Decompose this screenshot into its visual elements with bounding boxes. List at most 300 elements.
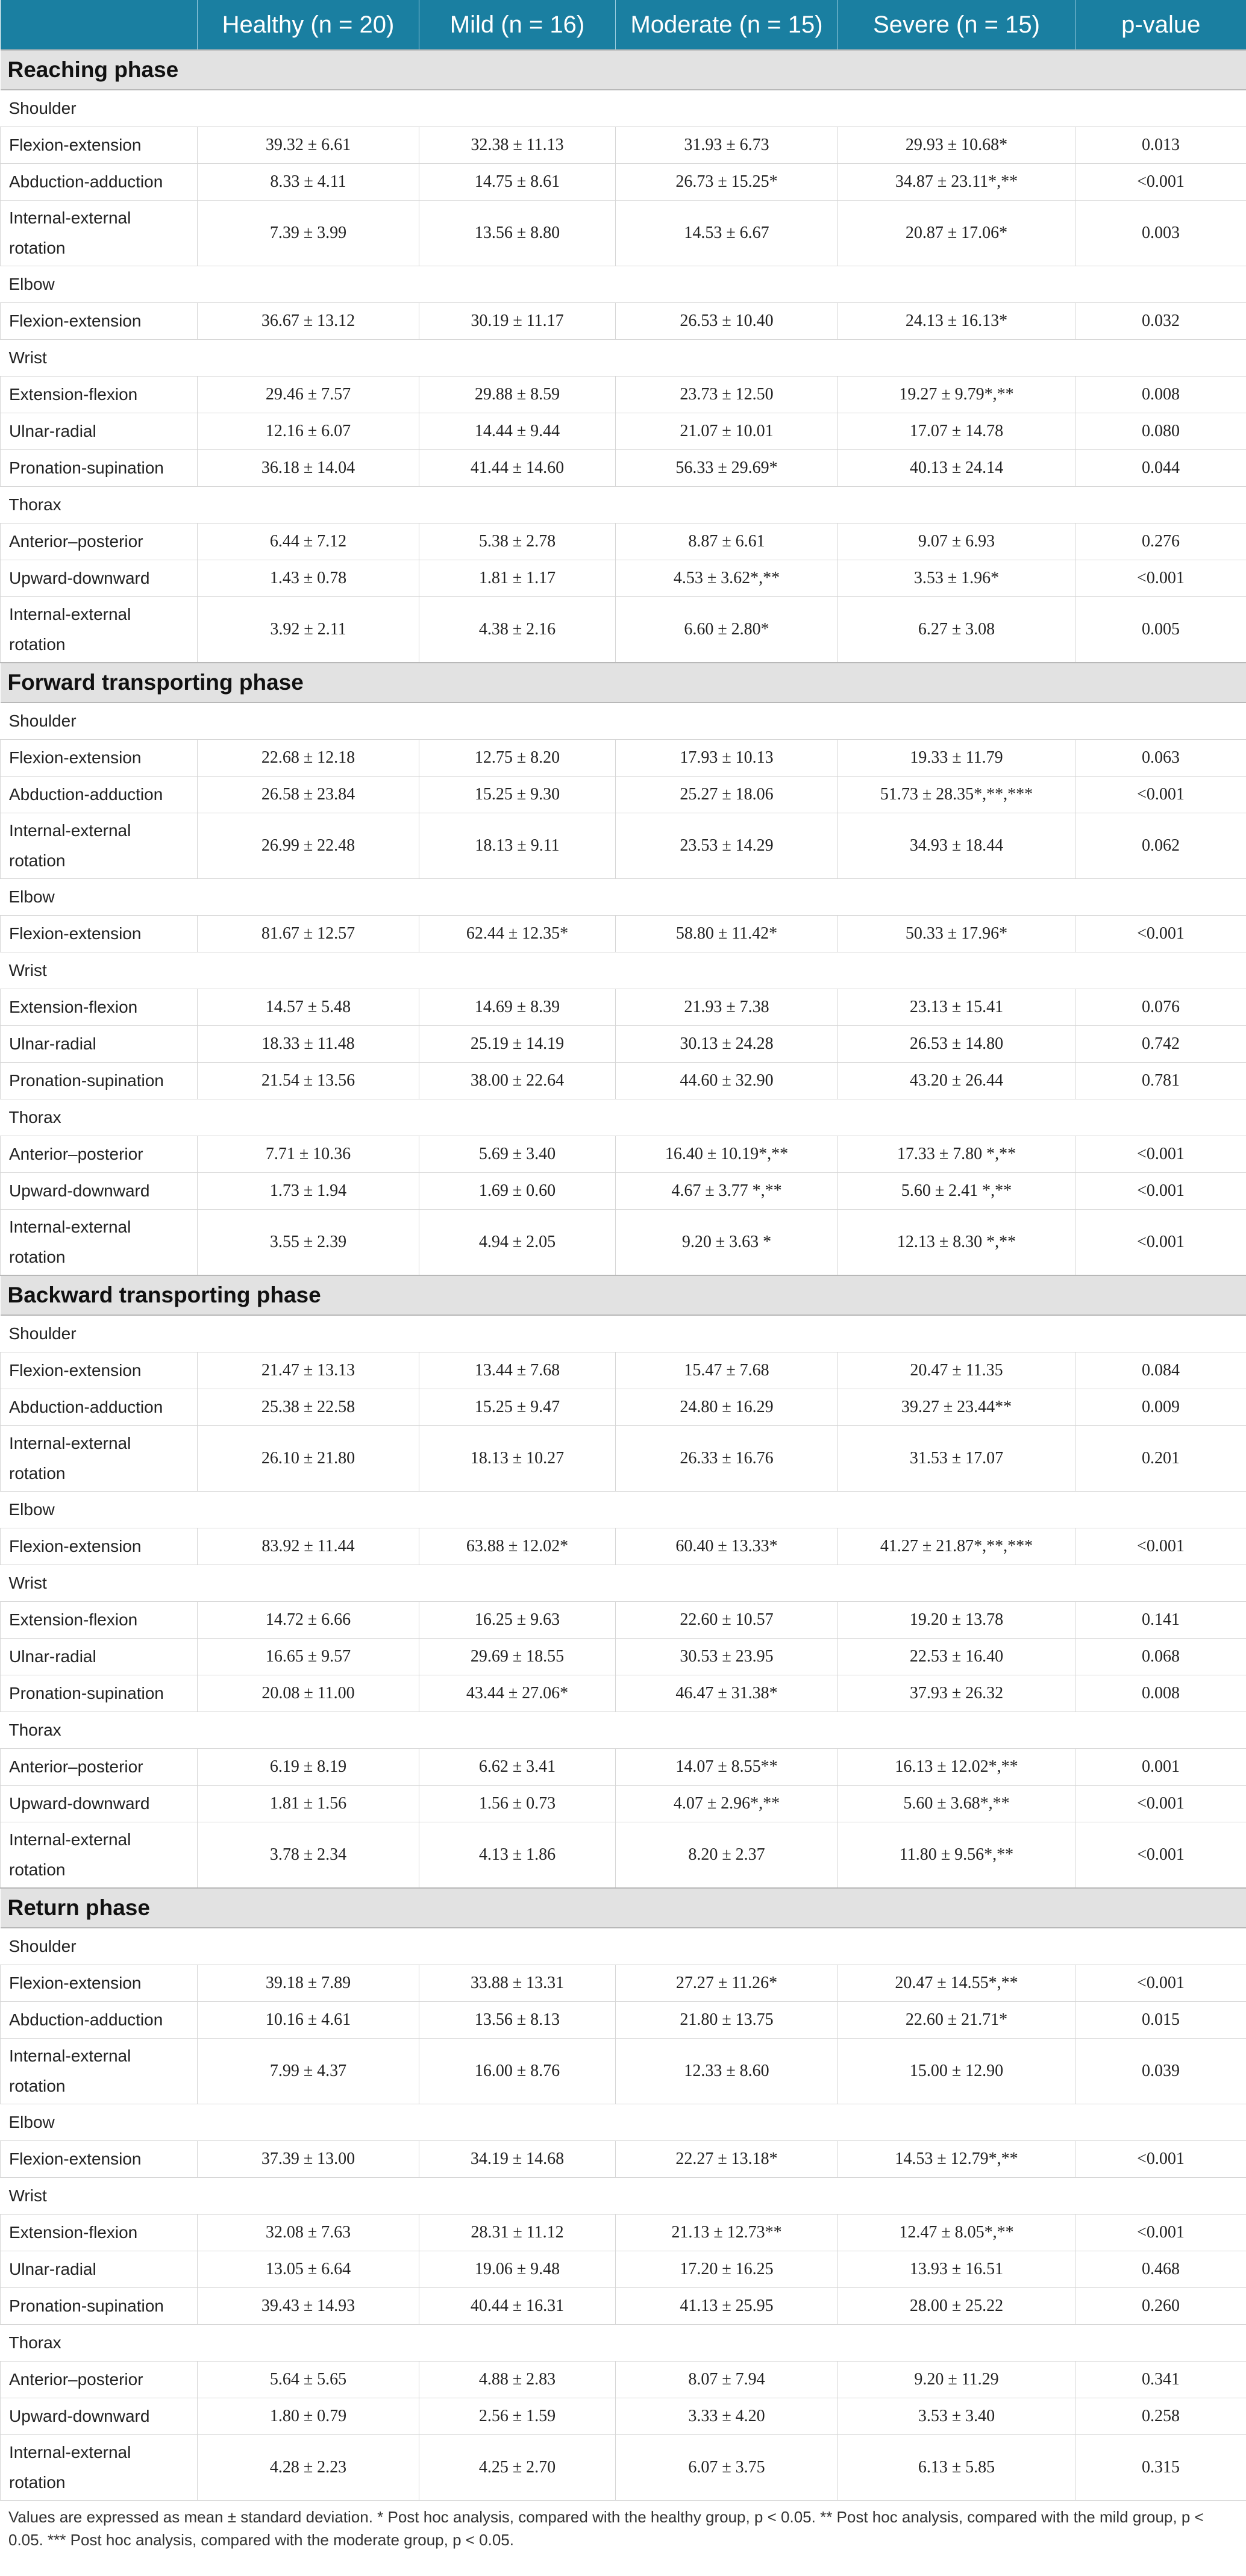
cell-moderate: 21.80 ± 13.75 bbox=[616, 2002, 838, 2039]
cell-p-value: <0.001 bbox=[1075, 1822, 1246, 1889]
cell-severe: 19.20 ± 13.78 bbox=[838, 1602, 1075, 1639]
group-title: Shoulder bbox=[1, 702, 1246, 740]
cell-severe: 19.27 ± 9.79*,** bbox=[838, 377, 1075, 413]
cell-moderate: 8.07 ± 7.94 bbox=[616, 2362, 838, 2398]
cell-mild: 15.25 ± 9.47 bbox=[419, 1389, 616, 1426]
cell-mild: 1.56 ± 0.73 bbox=[419, 1786, 616, 1822]
cell-healthy: 39.32 ± 6.61 bbox=[198, 127, 419, 164]
cell-severe: 3.53 ± 1.96* bbox=[838, 560, 1075, 597]
cell-moderate: 4.07 ± 2.96*,** bbox=[616, 1786, 838, 1822]
cell-moderate: 56.33 ± 29.69* bbox=[616, 450, 838, 487]
row-label: Upward-downward bbox=[1, 2398, 198, 2435]
cell-p-value: <0.001 bbox=[1075, 2141, 1246, 2178]
header-p-value: p-value bbox=[1075, 0, 1246, 50]
cell-healthy: 16.65 ± 9.57 bbox=[198, 1639, 419, 1675]
cell-p-value: <0.001 bbox=[1075, 2215, 1246, 2251]
cell-severe: 20.87 ± 17.06* bbox=[838, 201, 1075, 266]
cell-p-value: 0.044 bbox=[1075, 450, 1246, 487]
cell-healthy: 1.73 ± 1.94 bbox=[198, 1173, 419, 1210]
cell-severe: 43.20 ± 26.44 bbox=[838, 1063, 1075, 1099]
row-label: Upward-downward bbox=[1, 1786, 198, 1822]
cell-moderate: 17.20 ± 16.25 bbox=[616, 2251, 838, 2288]
cell-p-value: <0.001 bbox=[1075, 164, 1246, 201]
cell-moderate: 46.47 ± 31.38* bbox=[616, 1675, 838, 1712]
cell-p-value: 0.068 bbox=[1075, 1639, 1246, 1675]
cell-healthy: 6.19 ± 8.19 bbox=[198, 1749, 419, 1786]
cell-p-value: <0.001 bbox=[1075, 1965, 1246, 2002]
table-row bbox=[1, 1210, 1246, 1276]
cell-severe: 29.93 ± 10.68* bbox=[838, 127, 1075, 164]
cell-healthy: 20.08 ± 11.00 bbox=[198, 1675, 419, 1712]
cell-mild: 16.25 ± 9.63 bbox=[419, 1602, 616, 1639]
cell-moderate: 6.60 ± 2.80* bbox=[616, 597, 838, 663]
cell-healthy: 12.16 ± 6.07 bbox=[198, 413, 419, 450]
row-label: Anterior–posterior bbox=[1, 2362, 198, 2398]
group-row bbox=[1, 266, 1246, 303]
cell-moderate: 8.87 ± 6.61 bbox=[616, 524, 838, 560]
cell-healthy: 3.55 ± 2.39 bbox=[198, 1210, 419, 1276]
cell-severe: 20.47 ± 14.55*,** bbox=[838, 1965, 1075, 2002]
row-label: Flexion-extension bbox=[1, 1352, 198, 1389]
cell-mild: 28.31 ± 11.12 bbox=[419, 2215, 616, 2251]
cell-severe: 24.13 ± 16.13* bbox=[838, 303, 1075, 340]
header-mild: Mild (n = 16) bbox=[419, 0, 616, 50]
header-healthy: Healthy (n = 20) bbox=[198, 0, 419, 50]
row-label: Abduction-adduction bbox=[1, 2002, 198, 2039]
cell-mild: 33.88 ± 13.31 bbox=[419, 1965, 616, 2002]
cell-p-value: 0.039 bbox=[1075, 2039, 1246, 2104]
cell-p-value: 0.276 bbox=[1075, 524, 1246, 560]
cell-mild: 4.38 ± 2.16 bbox=[419, 597, 616, 663]
cell-moderate: 26.73 ± 15.25* bbox=[616, 164, 838, 201]
group-row bbox=[1, 90, 1246, 127]
table-row bbox=[1, 2288, 1246, 2325]
table-row bbox=[1, 2251, 1246, 2288]
cell-p-value: 0.008 bbox=[1075, 377, 1246, 413]
cell-severe: 37.93 ± 26.32 bbox=[838, 1675, 1075, 1712]
table-row bbox=[1, 1426, 1246, 1492]
cell-severe: 26.53 ± 14.80 bbox=[838, 1026, 1075, 1063]
cell-p-value: <0.001 bbox=[1075, 560, 1246, 597]
table-row bbox=[1, 597, 1246, 663]
row-label: Flexion-extension bbox=[1, 2141, 198, 2178]
cell-mild: 41.44 ± 14.60 bbox=[419, 450, 616, 487]
cell-p-value: <0.001 bbox=[1075, 777, 1246, 813]
cell-moderate: 21.07 ± 10.01 bbox=[616, 413, 838, 450]
row-label: Internal-external rotation bbox=[1, 1210, 198, 1276]
table-row bbox=[1, 450, 1246, 487]
row-label: Upward-downward bbox=[1, 1173, 198, 1210]
cell-severe: 40.13 ± 24.14 bbox=[838, 450, 1075, 487]
cell-healthy: 8.33 ± 4.11 bbox=[198, 164, 419, 201]
group-row bbox=[1, 879, 1246, 916]
cell-mild: 14.44 ± 9.44 bbox=[419, 413, 616, 450]
cell-moderate: 15.47 ± 7.68 bbox=[616, 1352, 838, 1389]
cell-moderate: 14.07 ± 8.55** bbox=[616, 1749, 838, 1786]
table-row bbox=[1, 1639, 1246, 1675]
cell-p-value: <0.001 bbox=[1075, 1173, 1246, 1210]
cell-healthy: 7.71 ± 10.36 bbox=[198, 1136, 419, 1173]
cell-mild: 40.44 ± 16.31 bbox=[419, 2288, 616, 2325]
cell-moderate: 4.67 ± 3.77 *,** bbox=[616, 1173, 838, 1210]
cell-mild: 4.94 ± 2.05 bbox=[419, 1210, 616, 1276]
cell-mild: 62.44 ± 12.35* bbox=[419, 916, 616, 952]
cell-mild: 12.75 ± 8.20 bbox=[419, 740, 616, 777]
cell-healthy: 39.43 ± 14.93 bbox=[198, 2288, 419, 2325]
cell-p-value: 0.260 bbox=[1075, 2288, 1246, 2325]
table-header-row bbox=[1, 0, 1246, 50]
cell-moderate: 12.33 ± 8.60 bbox=[616, 2039, 838, 2104]
cell-moderate: 31.93 ± 6.73 bbox=[616, 127, 838, 164]
section-title: Forward transporting phase bbox=[1, 663, 1246, 702]
cell-healthy: 32.08 ± 7.63 bbox=[198, 2215, 419, 2251]
table-footnote: Values are expressed as mean ± standard deviation. * Post hoc analysis, compared with the healthy group, p < 0.05. ** Post hoc analysis, compared with the mild group, p < 0.05. *** Post hoc analysis, compared with the moderate group, p < 0.05. bbox=[8, 2508, 1204, 2549]
cell-p-value: 0.084 bbox=[1075, 1352, 1246, 1389]
cell-p-value: 0.781 bbox=[1075, 1063, 1246, 1099]
cell-p-value: 0.003 bbox=[1075, 201, 1246, 266]
row-label: Abduction-adduction bbox=[1, 1389, 198, 1426]
cell-healthy: 1.81 ± 1.56 bbox=[198, 1786, 419, 1822]
cell-healthy: 4.28 ± 2.23 bbox=[198, 2435, 419, 2501]
table-row bbox=[1, 2215, 1246, 2251]
cell-healthy: 3.92 ± 2.11 bbox=[198, 597, 419, 663]
cell-healthy: 18.33 ± 11.48 bbox=[198, 1026, 419, 1063]
group-row bbox=[1, 1315, 1246, 1352]
cell-healthy: 21.54 ± 13.56 bbox=[198, 1063, 419, 1099]
table-row bbox=[1, 2141, 1246, 2178]
row-label: Anterior–posterior bbox=[1, 524, 198, 560]
table-row bbox=[1, 740, 1246, 777]
group-row bbox=[1, 2178, 1246, 2215]
cell-mild: 38.00 ± 22.64 bbox=[419, 1063, 616, 1099]
cell-moderate: 27.27 ± 11.26* bbox=[616, 1965, 838, 2002]
cell-healthy: 7.39 ± 3.99 bbox=[198, 201, 419, 266]
cell-mild: 2.56 ± 1.59 bbox=[419, 2398, 616, 2435]
table-row bbox=[1, 303, 1246, 340]
cell-healthy: 81.67 ± 12.57 bbox=[198, 916, 419, 952]
cell-severe: 9.20 ± 11.29 bbox=[838, 2362, 1075, 2398]
cell-mild: 15.25 ± 9.30 bbox=[419, 777, 616, 813]
section-row bbox=[1, 1888, 1246, 1928]
cell-p-value: 0.005 bbox=[1075, 597, 1246, 663]
cell-p-value: 0.032 bbox=[1075, 303, 1246, 340]
cell-p-value: 0.001 bbox=[1075, 1749, 1246, 1786]
section-title: Reaching phase bbox=[1, 50, 1246, 90]
cell-mild: 4.13 ± 1.86 bbox=[419, 1822, 616, 1889]
group-row bbox=[1, 2325, 1246, 2362]
cell-healthy: 26.10 ± 21.80 bbox=[198, 1426, 419, 1492]
table-row bbox=[1, 524, 1246, 560]
row-label: Pronation-supination bbox=[1, 450, 198, 487]
table-row bbox=[1, 2002, 1246, 2039]
header-moderate: Moderate (n = 15) bbox=[616, 0, 838, 50]
cell-healthy: 14.72 ± 6.66 bbox=[198, 1602, 419, 1639]
table-row bbox=[1, 1026, 1246, 1063]
cell-moderate: 16.40 ± 10.19*,** bbox=[616, 1136, 838, 1173]
row-label: Internal-external rotation bbox=[1, 1822, 198, 1889]
cell-severe: 50.33 ± 17.96* bbox=[838, 916, 1075, 952]
cell-moderate: 6.07 ± 3.75 bbox=[616, 2435, 838, 2501]
cell-healthy: 1.43 ± 0.78 bbox=[198, 560, 419, 597]
section-title: Backward transporting phase bbox=[1, 1275, 1246, 1315]
table-row bbox=[1, 1965, 1246, 2002]
cell-p-value: 0.013 bbox=[1075, 127, 1246, 164]
table-row bbox=[1, 1173, 1246, 1210]
cell-severe: 34.93 ± 18.44 bbox=[838, 813, 1075, 879]
table-row bbox=[1, 916, 1246, 952]
cell-mild: 13.44 ± 7.68 bbox=[419, 1352, 616, 1389]
cell-healthy: 37.39 ± 13.00 bbox=[198, 2141, 419, 2178]
cell-p-value: 0.201 bbox=[1075, 1426, 1246, 1492]
cell-severe: 31.53 ± 17.07 bbox=[838, 1426, 1075, 1492]
row-label: Internal-external rotation bbox=[1, 2039, 198, 2104]
cell-moderate: 17.93 ± 10.13 bbox=[616, 740, 838, 777]
cell-severe: 5.60 ± 2.41 *,** bbox=[838, 1173, 1075, 1210]
table-row bbox=[1, 1749, 1246, 1786]
cell-mild: 34.19 ± 14.68 bbox=[419, 2141, 616, 2178]
group-row bbox=[1, 702, 1246, 740]
row-label: Flexion-extension bbox=[1, 1965, 198, 2002]
cell-mild: 32.38 ± 11.13 bbox=[419, 127, 616, 164]
table-row bbox=[1, 2398, 1246, 2435]
row-label: Ulnar-radial bbox=[1, 1026, 198, 1063]
cell-severe: 12.47 ± 8.05*,** bbox=[838, 2215, 1075, 2251]
row-label: Flexion-extension bbox=[1, 303, 198, 340]
cell-moderate: 4.53 ± 3.62*,** bbox=[616, 560, 838, 597]
cell-severe: 23.13 ± 15.41 bbox=[838, 989, 1075, 1026]
cell-p-value: 0.315 bbox=[1075, 2435, 1246, 2501]
cell-moderate: 24.80 ± 16.29 bbox=[616, 1389, 838, 1426]
cell-mild: 4.88 ± 2.83 bbox=[419, 2362, 616, 2398]
cell-mild: 4.25 ± 2.70 bbox=[419, 2435, 616, 2501]
row-label: Internal-external rotation bbox=[1, 597, 198, 663]
cell-healthy: 5.64 ± 5.65 bbox=[198, 2362, 419, 2398]
cell-moderate: 3.33 ± 4.20 bbox=[616, 2398, 838, 2435]
cell-severe: 6.27 ± 3.08 bbox=[838, 597, 1075, 663]
row-label: Flexion-extension bbox=[1, 740, 198, 777]
header-severe: Severe (n = 15) bbox=[838, 0, 1075, 50]
row-label: Extension-flexion bbox=[1, 1602, 198, 1639]
table-row bbox=[1, 1063, 1246, 1099]
group-row bbox=[1, 1565, 1246, 1602]
cell-moderate: 22.60 ± 10.57 bbox=[616, 1602, 838, 1639]
cell-p-value: <0.001 bbox=[1075, 1528, 1246, 1565]
cell-mild: 1.81 ± 1.17 bbox=[419, 560, 616, 597]
cell-p-value: 0.076 bbox=[1075, 989, 1246, 1026]
cell-healthy: 83.92 ± 11.44 bbox=[198, 1528, 419, 1565]
row-label: Flexion-extension bbox=[1, 1528, 198, 1565]
row-label: Abduction-adduction bbox=[1, 777, 198, 813]
row-label: Anterior–posterior bbox=[1, 1749, 198, 1786]
cell-healthy: 26.58 ± 23.84 bbox=[198, 777, 419, 813]
group-title: Shoulder bbox=[1, 90, 1246, 127]
table-row bbox=[1, 2362, 1246, 2398]
cell-healthy: 14.57 ± 5.48 bbox=[198, 989, 419, 1026]
table-row bbox=[1, 2039, 1246, 2104]
section-row bbox=[1, 50, 1246, 90]
row-label: Ulnar-radial bbox=[1, 1639, 198, 1675]
cell-p-value: 0.258 bbox=[1075, 2398, 1246, 2435]
cell-mild: 5.38 ± 2.78 bbox=[419, 524, 616, 560]
cell-severe: 14.53 ± 12.79*,** bbox=[838, 2141, 1075, 2178]
cell-moderate: 14.53 ± 6.67 bbox=[616, 201, 838, 266]
section-title: Return phase bbox=[1, 1888, 1246, 1928]
cell-moderate: 21.13 ± 12.73** bbox=[616, 2215, 838, 2251]
group-title: Thorax bbox=[1, 1712, 1246, 1749]
cell-mild: 30.19 ± 11.17 bbox=[419, 303, 616, 340]
group-row bbox=[1, 340, 1246, 377]
table-row bbox=[1, 413, 1246, 450]
cell-moderate: 44.60 ± 32.90 bbox=[616, 1063, 838, 1099]
row-label: Internal-external rotation bbox=[1, 1426, 198, 1492]
cell-severe: 5.60 ± 3.68*,** bbox=[838, 1786, 1075, 1822]
cell-healthy: 6.44 ± 7.12 bbox=[198, 524, 419, 560]
row-label: Upward-downward bbox=[1, 560, 198, 597]
cell-healthy: 7.99 ± 4.37 bbox=[198, 2039, 419, 2104]
cell-severe: 28.00 ± 25.22 bbox=[838, 2288, 1075, 2325]
cell-p-value: 0.062 bbox=[1075, 813, 1246, 879]
table-row bbox=[1, 1602, 1246, 1639]
table-row bbox=[1, 1822, 1246, 1889]
cell-severe: 3.53 ± 3.40 bbox=[838, 2398, 1075, 2435]
cell-p-value: 0.008 bbox=[1075, 1675, 1246, 1712]
cell-healthy: 22.68 ± 12.18 bbox=[198, 740, 419, 777]
group-title: Elbow bbox=[1, 2104, 1246, 2141]
cell-severe: 11.80 ± 9.56*,** bbox=[838, 1822, 1075, 1889]
cell-healthy: 36.18 ± 14.04 bbox=[198, 450, 419, 487]
cell-moderate: 23.73 ± 12.50 bbox=[616, 377, 838, 413]
group-title: Wrist bbox=[1, 1565, 1246, 1602]
cell-mild: 25.19 ± 14.19 bbox=[419, 1026, 616, 1063]
cell-severe: 39.27 ± 23.44** bbox=[838, 1389, 1075, 1426]
row-label: Internal-external rotation bbox=[1, 201, 198, 266]
table-row bbox=[1, 164, 1246, 201]
row-label: Flexion-extension bbox=[1, 127, 198, 164]
cell-moderate: 9.20 ± 3.63 * bbox=[616, 1210, 838, 1276]
row-label: Extension-flexion bbox=[1, 2215, 198, 2251]
cell-mild: 5.69 ± 3.40 bbox=[419, 1136, 616, 1173]
cell-p-value: 0.468 bbox=[1075, 2251, 1246, 2288]
cell-mild: 29.69 ± 18.55 bbox=[419, 1639, 616, 1675]
group-title: Shoulder bbox=[1, 1928, 1246, 1965]
cell-severe: 20.47 ± 11.35 bbox=[838, 1352, 1075, 1389]
cell-mild: 43.44 ± 27.06* bbox=[419, 1675, 616, 1712]
row-label: Pronation-supination bbox=[1, 1675, 198, 1712]
table-row bbox=[1, 377, 1246, 413]
cell-severe: 9.07 ± 6.93 bbox=[838, 524, 1075, 560]
group-title: Elbow bbox=[1, 1492, 1246, 1528]
group-title: Shoulder bbox=[1, 1315, 1246, 1352]
group-title: Elbow bbox=[1, 266, 1246, 303]
cell-healthy: 3.78 ± 2.34 bbox=[198, 1822, 419, 1889]
group-title: Thorax bbox=[1, 1099, 1246, 1136]
cell-p-value: <0.001 bbox=[1075, 1210, 1246, 1276]
cell-moderate: 30.53 ± 23.95 bbox=[616, 1639, 838, 1675]
cell-p-value: <0.001 bbox=[1075, 1786, 1246, 1822]
cell-moderate: 25.27 ± 18.06 bbox=[616, 777, 838, 813]
table-row bbox=[1, 560, 1246, 597]
cell-healthy: 21.47 ± 13.13 bbox=[198, 1352, 419, 1389]
row-label: Internal-external rotation bbox=[1, 813, 198, 879]
cell-moderate: 22.27 ± 13.18* bbox=[616, 2141, 838, 2178]
table-row bbox=[1, 127, 1246, 164]
table-row bbox=[1, 1528, 1246, 1565]
cell-healthy: 36.67 ± 13.12 bbox=[198, 303, 419, 340]
row-label: Extension-flexion bbox=[1, 377, 198, 413]
cell-severe: 51.73 ± 28.35*,**,*** bbox=[838, 777, 1075, 813]
row-label: Anterior–posterior bbox=[1, 1136, 198, 1173]
cell-severe: 12.13 ± 8.30 *,** bbox=[838, 1210, 1075, 1276]
cell-healthy: 10.16 ± 4.61 bbox=[198, 2002, 419, 2039]
row-label: Internal-external rotation bbox=[1, 2435, 198, 2501]
row-label: Extension-flexion bbox=[1, 989, 198, 1026]
cell-moderate: 26.53 ± 10.40 bbox=[616, 303, 838, 340]
row-label: Ulnar-radial bbox=[1, 413, 198, 450]
cell-mild: 16.00 ± 8.76 bbox=[419, 2039, 616, 2104]
row-label: Abduction-adduction bbox=[1, 164, 198, 201]
cell-severe: 19.33 ± 11.79 bbox=[838, 740, 1075, 777]
cell-moderate: 41.13 ± 25.95 bbox=[616, 2288, 838, 2325]
cell-severe: 22.60 ± 21.71* bbox=[838, 2002, 1075, 2039]
cell-p-value: <0.001 bbox=[1075, 1136, 1246, 1173]
group-title: Wrist bbox=[1, 2178, 1246, 2215]
cell-mild: 14.75 ± 8.61 bbox=[419, 164, 616, 201]
cell-healthy: 26.99 ± 22.48 bbox=[198, 813, 419, 879]
cell-severe: 15.00 ± 12.90 bbox=[838, 2039, 1075, 2104]
cell-healthy: 13.05 ± 6.64 bbox=[198, 2251, 419, 2288]
cell-mild: 18.13 ± 9.11 bbox=[419, 813, 616, 879]
group-row bbox=[1, 1712, 1246, 1749]
table-row bbox=[1, 201, 1246, 266]
row-label: Flexion-extension bbox=[1, 916, 198, 952]
group-title: Thorax bbox=[1, 487, 1246, 524]
header-label-column bbox=[1, 0, 198, 50]
group-row bbox=[1, 1099, 1246, 1136]
cell-healthy: 1.80 ± 0.79 bbox=[198, 2398, 419, 2435]
group-title: Wrist bbox=[1, 340, 1246, 377]
group-title: Thorax bbox=[1, 2325, 1246, 2362]
cell-moderate: 26.33 ± 16.76 bbox=[616, 1426, 838, 1492]
table-row bbox=[1, 777, 1246, 813]
cell-p-value: 0.063 bbox=[1075, 740, 1246, 777]
cell-mild: 63.88 ± 12.02* bbox=[419, 1528, 616, 1565]
cell-mild: 6.62 ± 3.41 bbox=[419, 1749, 616, 1786]
table-row bbox=[1, 2435, 1246, 2501]
cell-severe: 34.87 ± 23.11*,** bbox=[838, 164, 1075, 201]
cell-severe: 6.13 ± 5.85 bbox=[838, 2435, 1075, 2501]
cell-moderate: 58.80 ± 11.42* bbox=[616, 916, 838, 952]
group-row bbox=[1, 487, 1246, 524]
cell-p-value: <0.001 bbox=[1075, 916, 1246, 952]
table-row bbox=[1, 813, 1246, 879]
row-label: Pronation-supination bbox=[1, 1063, 198, 1099]
cell-healthy: 29.46 ± 7.57 bbox=[198, 377, 419, 413]
cell-p-value: 0.341 bbox=[1075, 2362, 1246, 2398]
table-row bbox=[1, 1389, 1246, 1426]
cell-mild: 29.88 ± 8.59 bbox=[419, 377, 616, 413]
cell-moderate: 60.40 ± 13.33* bbox=[616, 1528, 838, 1565]
table-row bbox=[1, 1786, 1246, 1822]
cell-mild: 13.56 ± 8.13 bbox=[419, 2002, 616, 2039]
cell-p-value: 0.015 bbox=[1075, 2002, 1246, 2039]
cell-p-value: 0.742 bbox=[1075, 1026, 1246, 1063]
cell-mild: 19.06 ± 9.48 bbox=[419, 2251, 616, 2288]
table-row bbox=[1, 989, 1246, 1026]
cell-moderate: 8.20 ± 2.37 bbox=[616, 1822, 838, 1889]
cell-moderate: 30.13 ± 24.28 bbox=[616, 1026, 838, 1063]
cell-p-value: 0.141 bbox=[1075, 1602, 1246, 1639]
group-row bbox=[1, 2104, 1246, 2141]
